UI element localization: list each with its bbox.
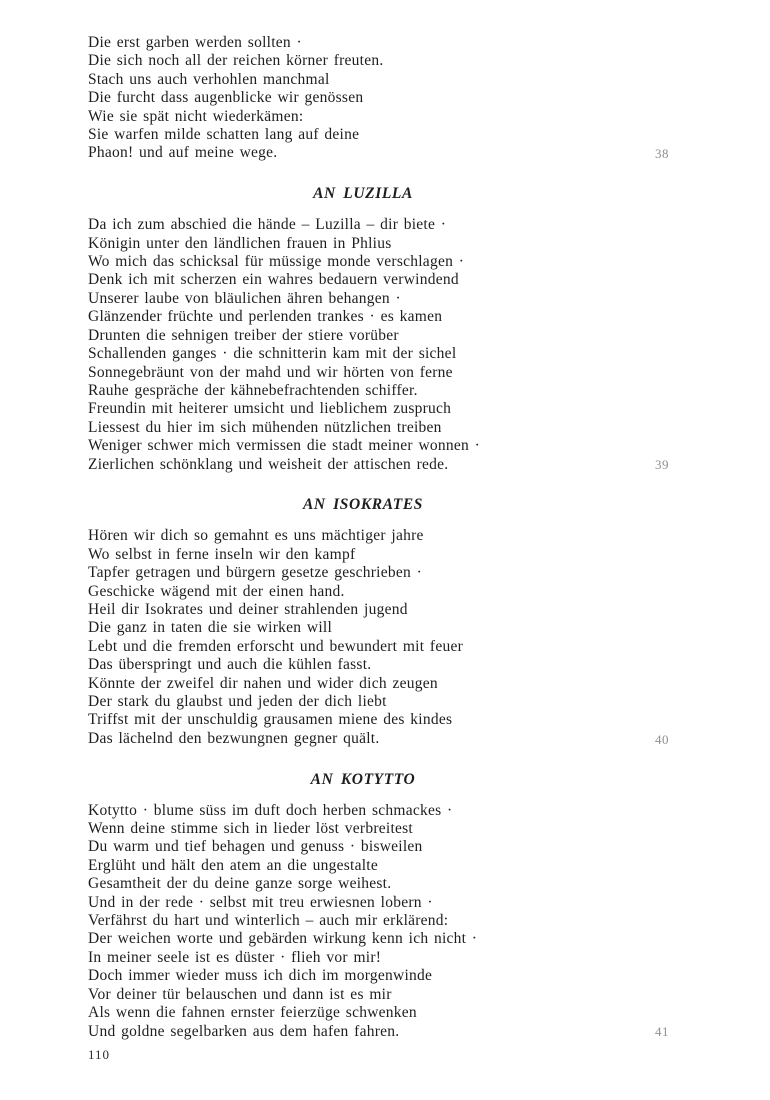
poem-line: Denk ich mit scherzen ein wahres bedauern verwindend xyxy=(88,271,459,289)
poem-line: Freundin mit heiterer umsicht und lieblichem zuspruch xyxy=(88,400,452,418)
poem-margin-number: 40 xyxy=(655,731,669,747)
poem-line: Sonnegebräunt von der mahd und wir hörten von ferne xyxy=(88,363,453,381)
poem-line: Und goldne segelbarken aus dem hafen fahren. xyxy=(88,1022,400,1040)
poem-line: Geschicke wägend mit der einen hand. xyxy=(88,582,345,600)
poem-line: Phaon! und auf meine wege. xyxy=(88,144,278,162)
poem-line: Schallenden ganges · die schnitterin kam mit der sichel xyxy=(88,345,457,363)
poem-line: Wenn deine stimme sich in lieder löst verbreitest xyxy=(88,820,413,838)
poem-margin-number: 41 xyxy=(655,1024,669,1040)
poem-title-an-luzilla: AN LUZILLA xyxy=(313,185,413,203)
poem-line: Liessest du hier im sich mühenden nützlichen treiben xyxy=(88,418,442,436)
poem-margin-number: 38 xyxy=(655,146,669,162)
poem-line: Verfährst du hart und winterlich – auch mir erklärend: xyxy=(88,912,449,930)
poem-line: Tapfer getragen und bürgern gesetze geschrieben · xyxy=(88,564,423,582)
poem-column xyxy=(88,34,669,1041)
poem-39-stanza xyxy=(88,216,669,474)
poem-line: Drunten die sehnigen treiber der stiere vorüber xyxy=(88,326,399,344)
poem-line: Das überspringt und auch die kühlen fasst. xyxy=(88,656,372,674)
poem-line: Die sich noch all der reichen körner freuten. xyxy=(88,52,384,70)
poem-line: In meiner seele ist es düster · flieh vor mir! xyxy=(88,948,382,966)
poem-line: Gesamtheit der du deine ganze sorge weihest. xyxy=(88,875,392,893)
poem-41-stanza xyxy=(88,801,669,1041)
poem-line: Der weichen worte und gebärden wirkung kenn ich nicht · xyxy=(88,930,478,948)
poem-line: Wie sie spät nicht wiederkämen: xyxy=(88,107,304,125)
poem-line: Da ich zum abschied die hände – Luzilla – dir biete · xyxy=(88,216,447,234)
poem-title-an-kotytto: AN KOTYTTO xyxy=(310,770,416,788)
poem-line: Erglüht und hält den atem an die ungestalte xyxy=(88,856,378,874)
poem-line: Kotytto · blume süss im duft doch herben schmackes · xyxy=(88,801,453,819)
poem-line: Vor deiner tür belauschen und dann ist es mir xyxy=(88,985,392,1003)
poem-line: Wo selbst in ferne inseln wir den kampf xyxy=(88,545,356,563)
poem-margin-number: 39 xyxy=(655,457,669,473)
poem-line: Rauhe gespräche der kähnebefrachtenden schiffer. xyxy=(88,381,418,399)
poem-line: Als wenn die fahnen ernster feierzüge schwenken xyxy=(88,1004,417,1022)
poem-line: Königin unter den ländlichen frauen in Phlius xyxy=(88,234,392,252)
poem-line: Unserer laube von bläulichen ähren behangen · xyxy=(88,289,401,307)
poem-line: Das lächelnd den bezwungnen gegner quält. xyxy=(88,729,380,747)
poem-line: Die erst garben werden sollten · xyxy=(88,34,302,51)
poem-line: Hören wir dich so gemahnt es uns mächtiger jahre xyxy=(88,527,424,545)
poem-line: Die ganz in taten die sie wirken will xyxy=(88,619,333,637)
poem-line: Zierlichen schönklang und weisheit der attischen rede. xyxy=(88,455,449,473)
poem-line: Lebt und die fremden erforscht und bewundert mit feuer xyxy=(88,637,463,655)
poem-line: Könnte der zweifel dir nahen und wider dich zeugen xyxy=(88,674,438,692)
poem-line: Der stark du glaubst und jeden der dich liebt xyxy=(88,693,387,710)
poem-line: Doch immer wieder muss ich dich im morgenwinde xyxy=(88,967,433,985)
poem-line: Sie warfen milde schatten lang auf deine xyxy=(88,126,360,144)
poem-line: Wo mich das schicksal für müssige monde verschlagen · xyxy=(88,253,465,271)
poem-40-stanza xyxy=(88,527,669,748)
poem-line: Heil dir Isokrates und deiner strahlenden jugend xyxy=(88,600,408,618)
poem-line: Weniger schwer mich vermissen die stadt meiner wonnen · xyxy=(88,437,481,455)
poem-38-stanza xyxy=(88,34,669,163)
poem-line: Glänzender früchte und perlenden trankes · es kamen xyxy=(88,308,443,326)
poem-line: Stach uns auch verhohlen manchmal xyxy=(88,70,330,88)
poem-title-an-isokrates: AN ISOKRATES xyxy=(302,496,424,514)
footer-page-number: 110 xyxy=(88,1047,111,1062)
poem-line: Die furcht dass augenblicke wir genössen xyxy=(88,89,364,107)
poem-line: Triffst mit der unschuldig grausamen miene des kindes xyxy=(88,711,453,729)
poem-line: Und in der rede · selbst mit treu erwiesnen lobern · xyxy=(88,893,433,911)
poem-line: Du warm und tief behagen und genuss · bisweilen xyxy=(88,838,423,856)
